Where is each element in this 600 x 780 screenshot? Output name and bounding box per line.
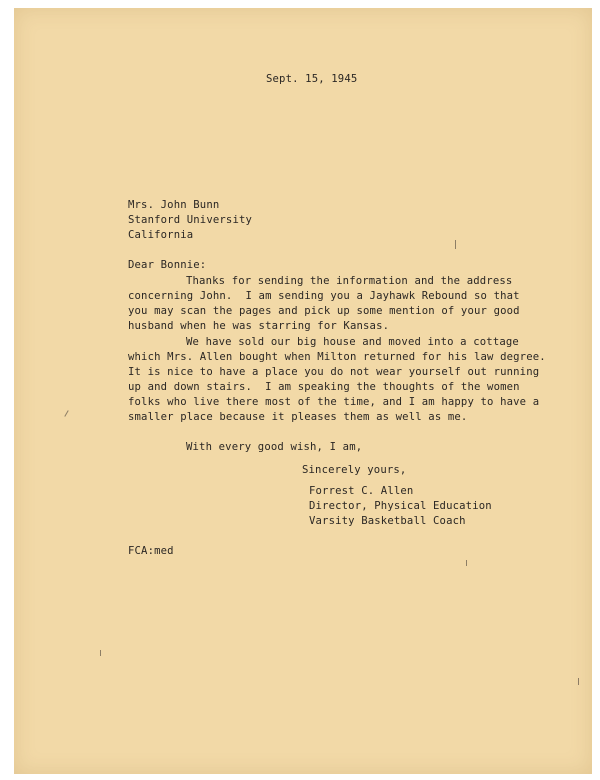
signature-name: Forrest C. Allen — [309, 485, 414, 497]
letter-date: Sept. 15, 1945 — [266, 73, 358, 85]
closing-line: With every good wish, I am, — [186, 441, 363, 453]
paragraph2-line6: smaller place because it pleases them as well as me. — [128, 411, 468, 423]
recipient-state: California — [128, 229, 194, 241]
recipient-institution: Stanford University — [128, 214, 253, 226]
signature-title1: Director, Physical Education — [309, 500, 492, 512]
paragraph2-line5: folks who live there most of the time, and I am happy to have a — [128, 396, 540, 408]
stray-mark — [455, 240, 456, 249]
stray-mark — [466, 560, 467, 566]
paragraph1-line3: you may scan the pages and pick up some mention of your good — [128, 305, 520, 317]
paragraph1-line4: husband when he was starring for Kansas. — [128, 320, 390, 332]
signature-title2: Varsity Basketball Coach — [309, 515, 466, 527]
paragraph1-line2: concerning John. I am sending you a Jayhawk Rebound so that — [128, 290, 520, 302]
paragraph2-line4: up and down stairs. I am speaking the thoughts of the women — [128, 381, 520, 393]
paragraph2-line3: It is nice to have a place you do not wear yourself out running — [128, 366, 540, 378]
typist-initials: FCA:med — [128, 545, 174, 557]
paragraph2-line1: We have sold our big house and moved into a cottage — [186, 336, 519, 348]
salutation: Dear Bonnie: — [128, 259, 207, 271]
stray-mark — [100, 650, 101, 656]
paragraph1-line1: Thanks for sending the information and the address — [186, 275, 513, 287]
recipient-name: Mrs. John Bunn — [128, 199, 220, 211]
sign-off: Sincerely yours, — [302, 464, 407, 476]
paragraph2-line2: which Mrs. Allen bought when Milton returned for his law degree. — [128, 351, 546, 363]
stray-mark — [578, 678, 579, 685]
